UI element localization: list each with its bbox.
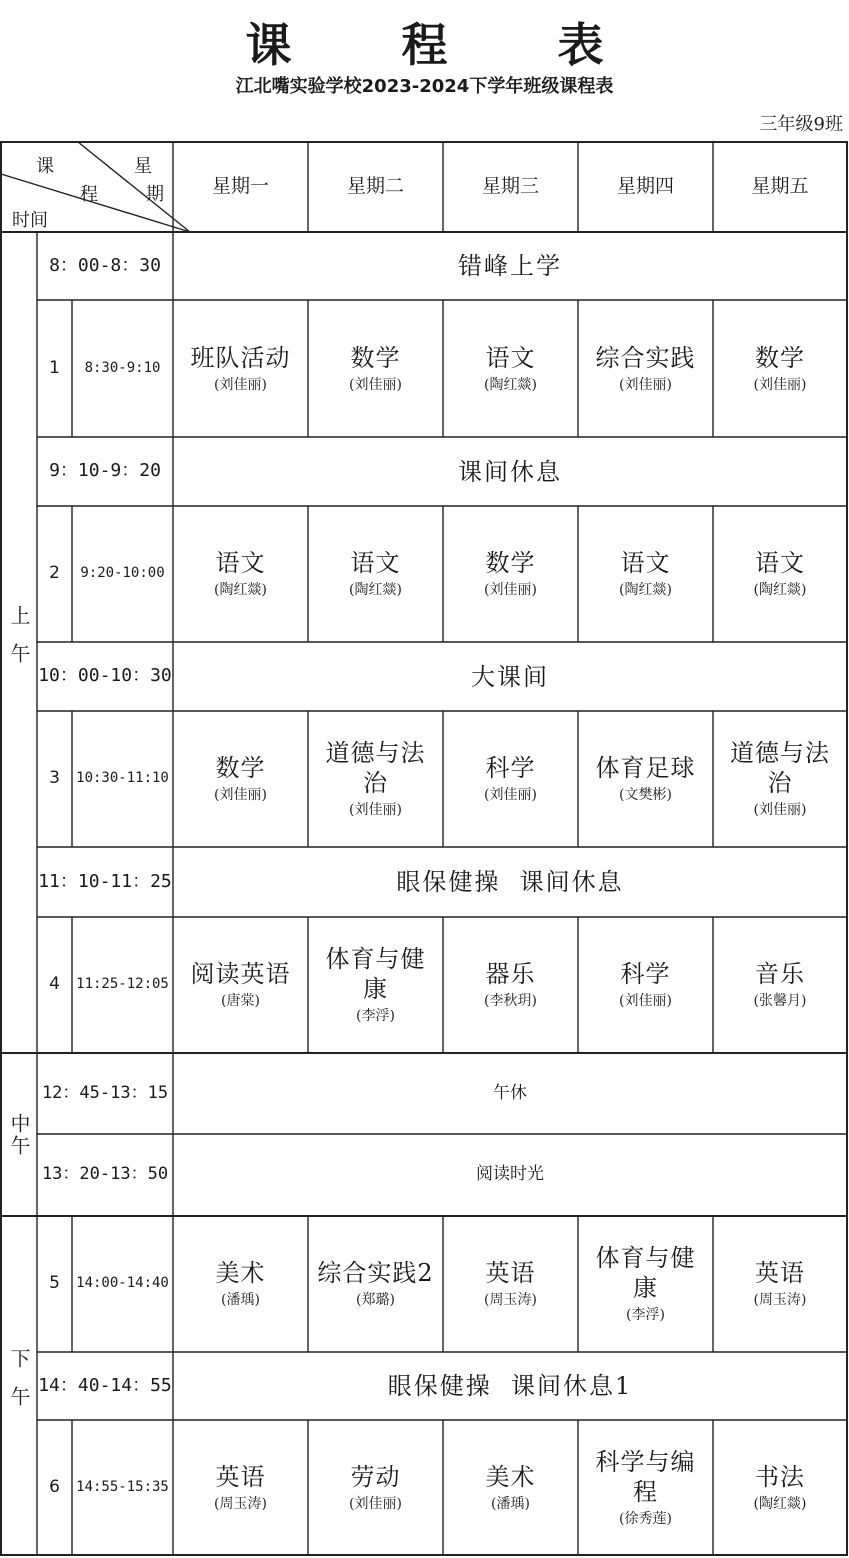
period-time: 9:20-10:00 bbox=[80, 565, 165, 582]
period-time: 11:25-12:05 bbox=[76, 976, 169, 993]
course-name: 体育与健康 bbox=[595, 1244, 696, 1303]
teacher-name: (刘佳丽) bbox=[484, 582, 537, 599]
break-time: 11：10-11：25 bbox=[38, 870, 172, 892]
course-name: 综合实践2 bbox=[317, 1259, 434, 1288]
class-cell bbox=[308, 711, 443, 847]
class-cell bbox=[578, 711, 713, 847]
section-afternoon-text: 下午 bbox=[7, 1347, 31, 1424]
break-time: 8：00-8：30 bbox=[49, 254, 161, 276]
teacher-name: (刘佳丽) bbox=[619, 993, 672, 1010]
course-name: 体育与健康 bbox=[325, 945, 426, 1004]
class-cell bbox=[308, 1216, 443, 1352]
class-cell bbox=[308, 506, 443, 642]
teacher-name: (张馨月) bbox=[753, 993, 807, 1010]
class-cell bbox=[713, 506, 847, 642]
corner-label-xing: 星 bbox=[134, 156, 152, 177]
noon-label: 阅读时光 bbox=[476, 1164, 544, 1185]
course-name: 语文 bbox=[755, 549, 805, 578]
section-label-afternoon bbox=[1, 1216, 37, 1555]
teacher-name: (刘佳丽) bbox=[349, 376, 402, 393]
course-name: 语文 bbox=[620, 549, 671, 578]
day-header: 星期五 bbox=[751, 175, 809, 198]
teacher-name: (唐棠) bbox=[221, 993, 260, 1010]
period-number: 1 bbox=[49, 357, 60, 378]
corner-label-cheng: 程 bbox=[80, 184, 98, 205]
class-cell bbox=[578, 1420, 713, 1555]
period-number: 2 bbox=[49, 563, 60, 584]
class-cell bbox=[443, 917, 578, 1053]
teacher-name: (陶红燚) bbox=[214, 582, 267, 599]
course-name: 科学与编程 bbox=[595, 1447, 696, 1506]
corner-label-ke: 课 bbox=[36, 156, 54, 177]
teacher-name: (陶红燚) bbox=[349, 582, 402, 599]
page-title bbox=[0, 14, 849, 70]
noon-time: 12：45-13：15 bbox=[41, 1082, 169, 1103]
break-label: 大课间 bbox=[471, 662, 549, 691]
break-label: 课间休息 bbox=[458, 457, 562, 486]
break-time: 10：00-10：30 bbox=[38, 665, 172, 687]
course-name: 美术 bbox=[485, 1462, 536, 1491]
break-label: 眼保健操 课间休息 bbox=[396, 868, 624, 896]
class-cell bbox=[443, 300, 578, 437]
course-name: 体育足球 bbox=[595, 754, 696, 783]
course-name: 道德与法治 bbox=[730, 739, 830, 798]
course-name: 器乐 bbox=[485, 960, 536, 989]
teacher-name: (徐秀莲) bbox=[619, 1510, 672, 1527]
section-morning-text: 上午 bbox=[7, 604, 31, 681]
teacher-name: (刘佳丽) bbox=[484, 787, 537, 804]
class-cell bbox=[173, 506, 308, 642]
teacher-name: (周玉涛) bbox=[484, 1292, 537, 1309]
break-time: 14：40-14：55 bbox=[38, 1374, 172, 1396]
teacher-name: (潘瑀) bbox=[221, 1292, 260, 1309]
period-number: 6 bbox=[49, 1476, 60, 1497]
period-number: 5 bbox=[49, 1273, 60, 1294]
teacher-name: (陶红燚) bbox=[753, 1495, 807, 1512]
course-name: 数学 bbox=[215, 754, 266, 783]
course-name: 英语 bbox=[215, 1462, 266, 1491]
class-cell bbox=[173, 1216, 308, 1352]
class-cell bbox=[308, 1420, 443, 1555]
period-number: 3 bbox=[49, 768, 60, 789]
class-cell bbox=[713, 1216, 847, 1352]
course-name: 数学 bbox=[755, 343, 805, 372]
period-time: 14:00-14:40 bbox=[76, 1275, 169, 1292]
course-name: 语文 bbox=[485, 343, 536, 372]
class-cell bbox=[713, 300, 847, 437]
class-cell bbox=[578, 1216, 713, 1352]
title-char: 表 bbox=[557, 18, 604, 72]
course-name: 科学 bbox=[485, 754, 536, 783]
teacher-name: (刘佳丽) bbox=[753, 802, 807, 819]
teacher-name: (刘佳丽) bbox=[619, 376, 672, 393]
teacher-name: (潘瑀) bbox=[491, 1495, 530, 1512]
title-char: 课 bbox=[245, 18, 292, 72]
class-cell bbox=[578, 506, 713, 642]
period-time: 10:30-11:10 bbox=[76, 770, 169, 787]
class-cell bbox=[173, 300, 308, 437]
teacher-name: (陶红燚) bbox=[484, 376, 537, 393]
course-name: 数学 bbox=[350, 343, 401, 372]
day-header: 星期三 bbox=[481, 175, 539, 198]
noon-time: 13：20-13：50 bbox=[41, 1164, 169, 1185]
teacher-name: (周玉涛) bbox=[753, 1292, 807, 1309]
teacher-name: (陶红燚) bbox=[753, 582, 807, 599]
corner-label-time: 时间 bbox=[12, 210, 48, 231]
break-label: 眼保健操 课间休息1 bbox=[387, 1372, 633, 1400]
class-cell bbox=[713, 917, 847, 1053]
class-cell bbox=[713, 1420, 847, 1555]
teacher-name: (郑璐) bbox=[356, 1292, 395, 1309]
teacher-name: (刘佳丽) bbox=[753, 376, 807, 393]
class-cell bbox=[173, 711, 308, 847]
teacher-name: (李浮) bbox=[356, 1008, 395, 1025]
course-name: 数学 bbox=[485, 549, 536, 578]
noon-label: 午休 bbox=[493, 1082, 527, 1103]
teacher-name: (周玉涛) bbox=[214, 1495, 267, 1512]
course-name: 音乐 bbox=[755, 960, 805, 989]
class-cell bbox=[713, 711, 847, 847]
class-cell bbox=[578, 917, 713, 1053]
corner-label-qi: 期 bbox=[146, 184, 164, 205]
section-noon-text: 中午 bbox=[7, 1112, 31, 1157]
course-name: 美术 bbox=[215, 1259, 266, 1288]
teacher-name: (文樊彬) bbox=[619, 787, 672, 804]
teacher-name: (李浮) bbox=[626, 1307, 665, 1324]
course-name: 语文 bbox=[350, 549, 401, 578]
course-name: 英语 bbox=[485, 1259, 536, 1288]
section-label-noon bbox=[1, 1053, 37, 1216]
course-name: 综合实践 bbox=[595, 343, 696, 372]
teacher-name: (李秋玥) bbox=[484, 993, 537, 1010]
period-time: 8:30-9:10 bbox=[84, 359, 161, 376]
course-name: 语文 bbox=[215, 549, 266, 578]
course-name: 道德与法治 bbox=[325, 739, 426, 798]
course-name: 书法 bbox=[755, 1462, 805, 1491]
class-cell bbox=[308, 917, 443, 1053]
break-label: 错峰上学 bbox=[458, 252, 562, 280]
class-cell bbox=[578, 300, 713, 437]
class-cell bbox=[443, 1216, 578, 1352]
period-number: 4 bbox=[49, 974, 60, 995]
title-char: 程 bbox=[401, 18, 448, 72]
section-label-morning bbox=[1, 232, 37, 1053]
teacher-name: (刘佳丽) bbox=[214, 376, 267, 393]
page-subtitle: 江北嘴实验学校2023-2024下学年班级课程表 bbox=[235, 76, 614, 97]
class-cell bbox=[443, 711, 578, 847]
teacher-name: (刘佳丽) bbox=[349, 802, 402, 819]
class-cell bbox=[308, 300, 443, 437]
period-time: 14:55-15:35 bbox=[76, 1478, 169, 1495]
course-name: 劳动 bbox=[350, 1462, 401, 1491]
teacher-name: (刘佳丽) bbox=[214, 787, 267, 804]
break-time: 9：10-9：20 bbox=[49, 460, 161, 482]
course-name: 班队活动 bbox=[190, 343, 291, 372]
course-name: 英语 bbox=[755, 1259, 805, 1288]
course-name: 阅读英语 bbox=[190, 960, 291, 989]
day-header: 星期一 bbox=[211, 175, 269, 198]
day-header: 星期二 bbox=[346, 175, 404, 198]
teacher-name: (陶红燚) bbox=[619, 582, 672, 599]
class-cell bbox=[173, 917, 308, 1053]
course-name: 科学 bbox=[620, 960, 671, 989]
day-header: 星期四 bbox=[616, 175, 674, 198]
class-cell bbox=[443, 1420, 578, 1555]
class-cell bbox=[173, 1420, 308, 1555]
class-name: 三年级9班 bbox=[759, 114, 843, 135]
teacher-name: (刘佳丽) bbox=[349, 1495, 402, 1512]
class-cell bbox=[443, 506, 578, 642]
